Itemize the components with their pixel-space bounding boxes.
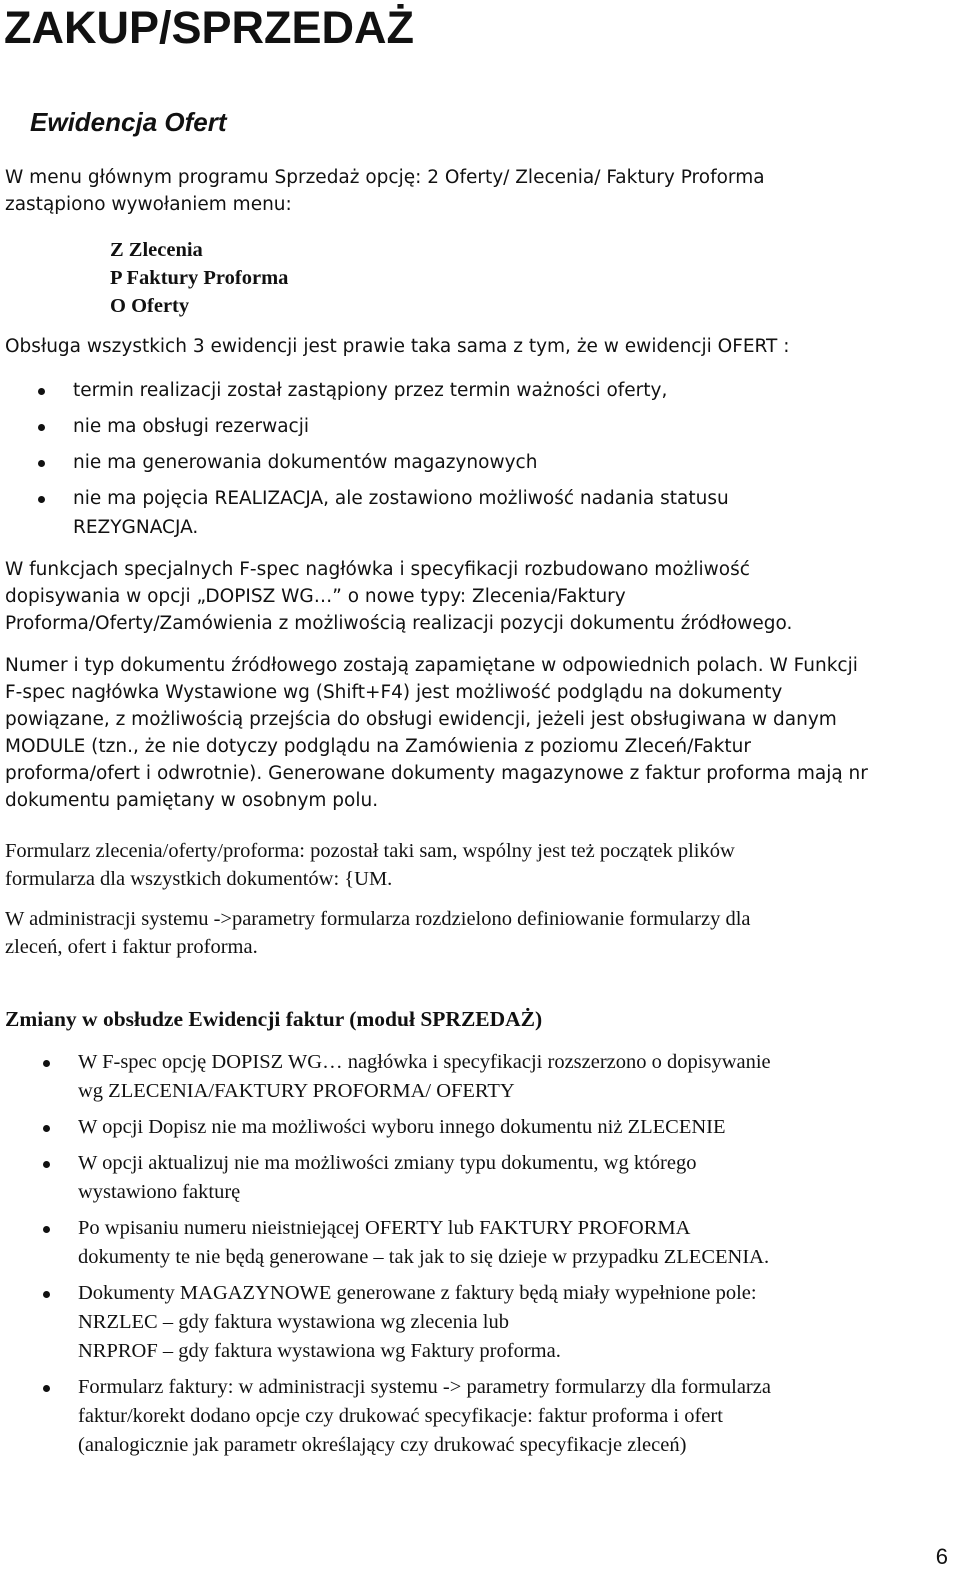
paragraph-line: dopisywania w opcji „DOPISZ WG…” o nowe typy: Zlecenia/Faktury bbox=[5, 586, 626, 607]
intro-line: zastąpiono wywołaniem menu: bbox=[5, 194, 292, 215]
paragraph-line: zleceń, ofert i faktur proforma. bbox=[5, 936, 258, 958]
list-item-text: W opcji aktualizuj nie ma możliwości zmiany typu dokumentu, wg którego bbox=[78, 1152, 697, 1174]
changes-list bbox=[5, 1048, 955, 1467]
list-item-text: wg ZLECENIA/FAKTURY PROFORMA/ OFERTY bbox=[78, 1080, 515, 1102]
list-item bbox=[5, 1113, 955, 1142]
list-item bbox=[5, 1279, 955, 1366]
numer-paragraph bbox=[5, 652, 955, 814]
list-item bbox=[5, 1214, 955, 1272]
list-item-text: wystawiono fakturę bbox=[78, 1181, 241, 1203]
list-item-text: dokumenty te nie będą generowane – tak jak to się dzieje w przypadku ZLECENIA. bbox=[78, 1246, 770, 1268]
list-item-text: faktur/korekt dodano opcje czy drukować specyfikacje: faktur proforma i ofert bbox=[78, 1405, 723, 1427]
menu-item-zlecenia: Z Zlecenia bbox=[110, 239, 203, 261]
list-item-text: (analogicznie jak parametr określający czy drukować specyfikacje zleceń) bbox=[78, 1434, 687, 1456]
list-item-text: W opcji Dopisz nie ma możliwości wyboru innego dokumentu niż ZLECENIE bbox=[78, 1116, 726, 1138]
intro-paragraph bbox=[5, 164, 955, 218]
list-item bbox=[0, 448, 950, 477]
page-number: 6 bbox=[935, 1544, 948, 1569]
list-item bbox=[5, 1149, 955, 1207]
list-item-text: Formularz faktury: w administracji systemu -> parametry formularzy dla formularza bbox=[78, 1376, 771, 1398]
bullet-icon bbox=[38, 460, 45, 467]
list-item-text: Dokumenty MAGAZYNOWE generowane z faktury będą miały wypełnione pole: bbox=[78, 1282, 757, 1304]
bullet-icon bbox=[43, 1226, 50, 1233]
menu-item-faktury-proforma: P Faktury Proforma bbox=[110, 267, 289, 289]
list-item-text: Po wpisaniu numeru nieistniejącej OFERTY lub FAKTURY PROFORMA bbox=[78, 1217, 691, 1239]
admin-paragraph bbox=[5, 905, 955, 961]
list-item-text: NRZLEC – gdy faktura wystawiona wg zlecenia lub bbox=[78, 1311, 509, 1333]
paragraph-line: MODULE (tzn., że nie dotyczy podglądu na Zamówienia z poziomu Zleceń/Faktur bbox=[5, 736, 751, 757]
list-item-text: NRPROF – gdy faktura wystawiona wg Faktury proforma. bbox=[78, 1340, 561, 1362]
section-title: Ewidencja Ofert bbox=[30, 107, 227, 137]
list-item-text: nie ma obsługi rezerwacji bbox=[73, 416, 310, 437]
intro-line: W menu głównym programu Sprzedaż opcję: 2 Oferty/ Zlecenia/ Faktury Proforma bbox=[5, 167, 765, 188]
bullet-icon bbox=[43, 1125, 50, 1132]
paragraph-line: Formularz zlecenia/oferty/proforma: pozostał taki sam, wspólny jest też początek plików bbox=[5, 840, 735, 862]
paragraph-line: formularza dla wszystkich dokumentów: {UM. bbox=[5, 868, 393, 890]
paragraph-line: proforma/ofert i odwrotnie). Generowane dokumenty magazynowe z faktur proforma mają nr bbox=[5, 763, 868, 784]
bullet-icon bbox=[38, 424, 45, 431]
bullet-icon bbox=[43, 1291, 50, 1298]
list-item bbox=[5, 1373, 955, 1460]
list-item-text: termin realizacji został zastąpiony przez termin ważności oferty, bbox=[73, 380, 668, 401]
ofert-differences-list bbox=[0, 376, 950, 542]
bullet-icon bbox=[38, 496, 45, 503]
list-item bbox=[0, 484, 950, 542]
ofert-intro bbox=[5, 333, 955, 360]
ofert-intro-text: Obsługa wszystkich 3 ewidencji jest prawie taka sama z tym, że w ewidencji OFERT : bbox=[5, 336, 790, 357]
list-item bbox=[0, 412, 950, 441]
page-title: ZAKUP/SPRZEDAŻ bbox=[4, 2, 415, 53]
paragraph-line: W administracji systemu ->parametry formularza rozdzielono definiowanie formularzy dla bbox=[5, 908, 751, 930]
paragraph-line: dokumentu pamiętany w osobnym polu. bbox=[5, 790, 379, 811]
paragraph-line: F-spec nagłówka Wystawione wg (Shift+F4) jest możliwość podglądu na dokumenty bbox=[5, 682, 783, 703]
formularz-paragraph bbox=[5, 837, 955, 893]
bullet-icon bbox=[43, 1161, 50, 1168]
list-item-text: nie ma pojęcia REALIZACJA, ale zostawiono możliwość nadania statusu bbox=[73, 488, 729, 509]
list-item-text: W F-spec opcję DOPISZ WG… nagłówka i specyfikacji rozszerzono o dopisywanie bbox=[78, 1051, 771, 1073]
list-item bbox=[5, 1048, 955, 1106]
menu-item-oferty: O Oferty bbox=[110, 295, 190, 317]
list-item bbox=[0, 376, 950, 405]
bullet-icon bbox=[38, 388, 45, 395]
paragraph-line: Proforma/Oferty/Zamówienia z możliwością realizacji pozycji dokumentu źródłowego. bbox=[5, 613, 793, 634]
fspec-paragraph bbox=[5, 556, 955, 637]
bullet-icon bbox=[43, 1385, 50, 1392]
bullet-icon bbox=[43, 1060, 50, 1067]
paragraph-line: powiązane, z możliwością przejścia do obsługi ewidencji, jeżeli jest obsługiwana w danym bbox=[5, 709, 837, 730]
changes-heading: Zmiany w obsłudze Ewidencji faktur (moduł SPRZEDAŻ) bbox=[5, 1007, 543, 1031]
list-item-text: nie ma generowania dokumentów magazynowych bbox=[73, 452, 538, 473]
paragraph-line: W funkcjach specjalnych F-spec nagłówka i specyfikacji rozbudowano możliwość bbox=[5, 559, 750, 580]
paragraph-line: Numer i typ dokumentu źródłowego zostają zapamiętane w odpowiednich polach. W Funkcji bbox=[5, 655, 858, 676]
menu-list bbox=[110, 236, 288, 320]
list-item-text: REZYGNACJA. bbox=[73, 517, 199, 538]
